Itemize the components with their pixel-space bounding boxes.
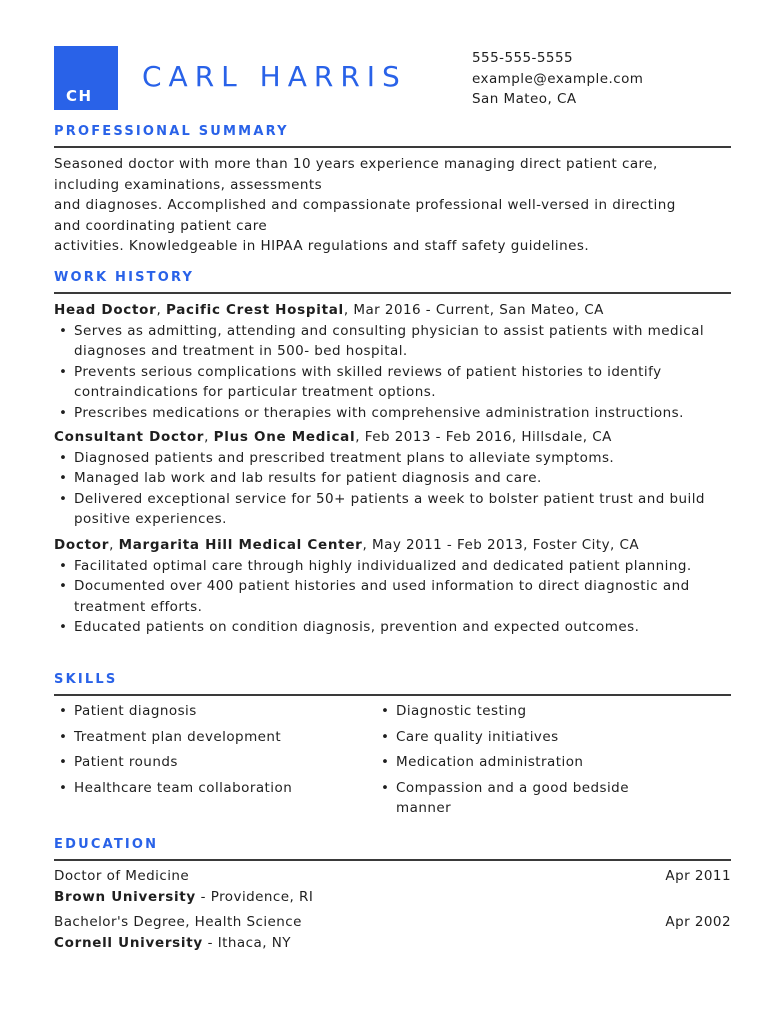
summary-text <box>54 154 744 257</box>
monogram-box <box>54 46 118 110</box>
job-entry <box>54 427 744 530</box>
job-bullet: • Delivered exceptional service for 50+ patients a week to bolster patient trust and build positive experiences. <box>54 489 744 530</box>
candidate-name: CARL HARRIS <box>142 60 407 93</box>
work-history-heading: WORK HISTORY <box>54 270 195 285</box>
job-bullet: • Managed lab work and lab results for patient diagnosis and care. <box>54 468 744 489</box>
job-bullets <box>54 556 744 638</box>
job-bullet: • Prevents serious complications with skilled reviews of patient histories to identify contraindications for particular treatment options. <box>54 362 744 403</box>
summary-divider <box>54 146 731 148</box>
skills-right-column <box>376 701 666 824</box>
summary-line: activities. Knowledgeable in HIPAA regulations and staff safety guidelines. <box>54 238 590 254</box>
education-date: Apr 2002 <box>665 914 731 930</box>
monogram-initials: CH <box>66 87 93 105</box>
contact-block <box>472 48 643 110</box>
job-details: , Feb 2013 - Feb 2016, Hillsdale, CA <box>355 429 612 445</box>
skills-heading: SKILLS <box>54 672 118 687</box>
job-details: , Mar 2016 - Current, San Mateo, CA <box>343 302 604 318</box>
education-school-line <box>54 933 731 954</box>
job-role: Doctor <box>54 537 110 553</box>
education-degree: Bachelor's Degree, Health Science <box>54 914 302 930</box>
skill-item: • Patient diagnosis <box>54 701 354 722</box>
job-company: Pacific Crest Hospital <box>165 302 344 318</box>
job-entry <box>54 300 744 423</box>
job-bullet: • Facilitated optimal care through highly individualized and dedicated patient planning. <box>54 556 744 577</box>
job-bullets <box>54 448 744 530</box>
job-company: Plus One Medical <box>213 429 356 445</box>
job-role: Consultant Doctor <box>54 429 205 445</box>
education-school: Brown University <box>54 888 196 905</box>
job-bullet: • Educated patients on condition diagnosis, prevention and expected outcomes. <box>54 617 744 638</box>
education-school-line <box>54 887 731 908</box>
job-details: , May 2011 - Feb 2013, Foster City, CA <box>362 537 640 553</box>
location: San Mateo, CA <box>472 91 577 107</box>
summary-line: Seasoned doctor with more than 10 years experience managing direct patient care, <box>54 156 658 172</box>
summary-heading: PROFESSIONAL SUMMARY <box>54 124 289 139</box>
job-header: Head Doctor, Pacific Crest Hospital, Mar 2016 - Current, San Mateo, CA <box>54 302 604 318</box>
education-divider <box>54 859 731 861</box>
education-entry <box>54 912 731 953</box>
skill-item: • Diagnostic testing <box>376 701 666 722</box>
job-bullet: • Prescribes medications or therapies with comprehensive administration instructions. <box>54 403 744 424</box>
skill-item: • Treatment plan development <box>54 727 354 748</box>
job-bullet: • Documented over 400 patient histories and used information to direct diagnostic and treatment efforts. <box>54 576 744 617</box>
skill-item: • Compassion and a good bedside manner <box>376 778 666 819</box>
job-entry <box>54 535 744 638</box>
job-bullet: • Diagnosed patients and prescribed treatment plans to alleviate symptoms. <box>54 448 744 469</box>
job-company: Margarita Hill Medical Center <box>118 537 363 553</box>
summary-line: and diagnoses. Accomplished and compassionate professional well-versed in directing <box>54 197 676 213</box>
skills-divider <box>54 694 731 696</box>
education-entry <box>54 866 731 907</box>
education-degree: Doctor of Medicine <box>54 868 190 884</box>
skill-item: • Healthcare team collaboration <box>54 778 354 799</box>
job-bullet: • Serves as admitting, attending and consulting physician to assist patients with medical diagnoses and treatment in 500- bed hospital. <box>54 321 744 362</box>
job-bullets <box>54 321 744 424</box>
summary-line: including examinations, assessments <box>54 176 323 193</box>
education-date: Apr 2011 <box>665 868 731 884</box>
education-heading: EDUCATION <box>54 837 159 852</box>
job-header: Consultant Doctor, Plus One Medical, Feb 2013 - Feb 2016, Hillsdale, CA <box>54 429 612 445</box>
skills-left-column <box>54 701 354 803</box>
education-place: - Providence, RI <box>195 888 314 905</box>
skill-item: • Care quality initiatives <box>376 727 666 748</box>
summary-line: and coordinating patient care <box>54 217 268 234</box>
job-role: Head Doctor <box>54 302 157 318</box>
email: example@example.com <box>472 70 644 87</box>
education-school: Cornell University <box>54 934 203 951</box>
skill-item: • Patient rounds <box>54 752 354 773</box>
education-place: - Ithaca, NY <box>202 934 291 951</box>
job-header: Doctor, Margarita Hill Medical Center, May 2011 - Feb 2013, Foster City, CA <box>54 537 640 553</box>
phone: 555-555-5555 <box>472 50 574 66</box>
work-history-divider <box>54 292 731 294</box>
skill-item: • Medication administration <box>376 752 666 773</box>
